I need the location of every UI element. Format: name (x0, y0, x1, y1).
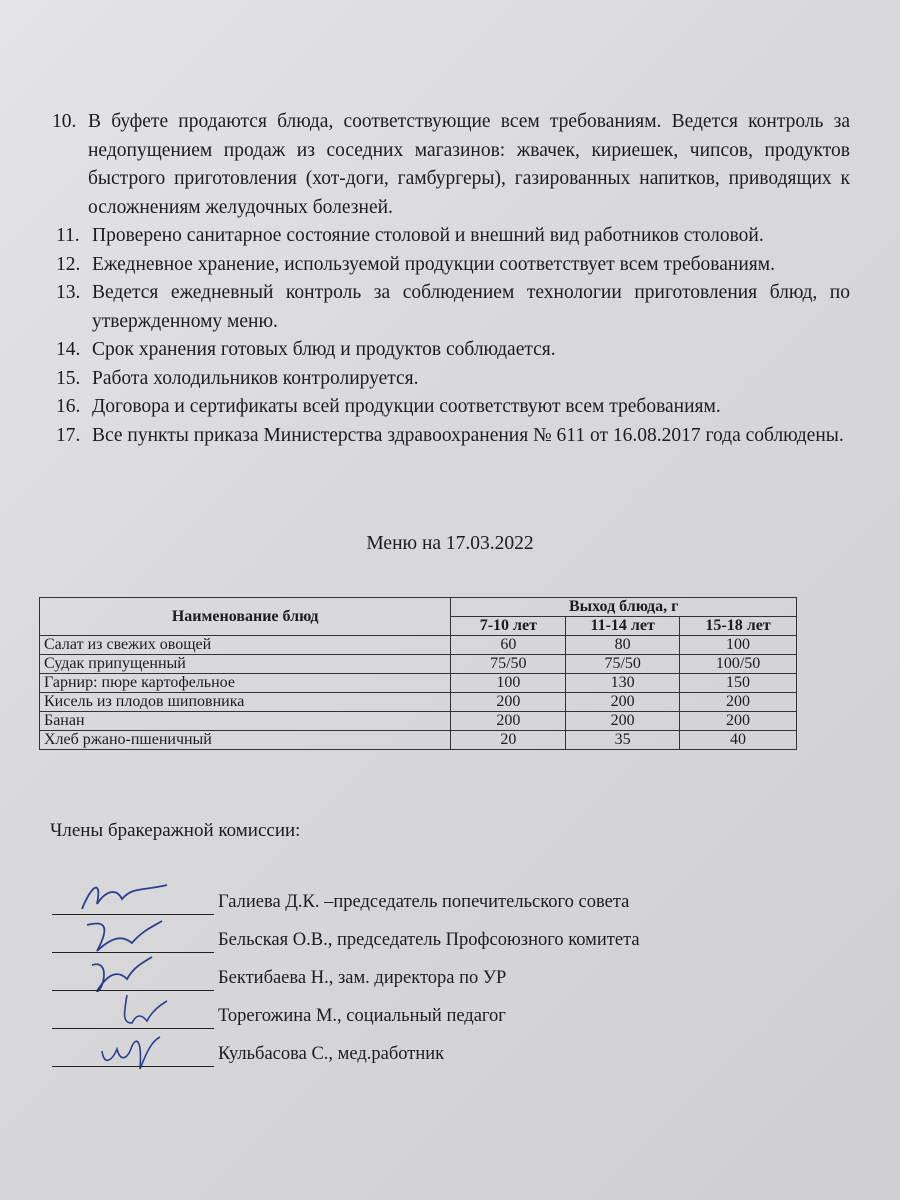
list-item (56, 422, 850, 451)
signature-icon (72, 917, 182, 957)
dish-name: Банан (40, 712, 451, 731)
item-number: 13. (56, 282, 81, 303)
item-number: 12. (56, 253, 81, 275)
signature-icon (72, 1031, 182, 1071)
header-age: 7-10 лет (451, 617, 566, 636)
item-number: 10. (52, 111, 77, 132)
commission-title: Члены бракеражной комиссии: (50, 820, 301, 841)
table-row (40, 674, 797, 693)
list-item (56, 393, 850, 422)
header-dish-name: Наименование блюд (40, 598, 451, 636)
header-output: Выход блюда, г (451, 598, 797, 617)
list-item (56, 365, 850, 394)
item-text: Договора и сертификаты всей продукции соответствуют всем требованиям. (92, 396, 721, 417)
member-name: Галиева Д.К. –председатель попечительского совета (218, 892, 630, 912)
dish-value: 200 (566, 693, 680, 712)
dish-value: 75/50 (451, 655, 566, 674)
item-text: В буфете продаются блюда, соответствующие всем требованиям. Ведется контроль за недопущением продаж из соседних магазинов: жвачек, кириешек, чипсов, продуктов быстрого приготовления (хот-доги, гамбургеры), газированных напитков, приводящих к осложнениям желудочных болезней. (88, 111, 850, 218)
item-text: Проверено санитарное состояние столовой и внешний вид работников столовой. (92, 225, 764, 246)
dish-value: 100 (451, 674, 566, 693)
signature-icon (72, 879, 182, 919)
member-name: Бельская О.В., председатель Профсоюзного комитета (218, 930, 640, 950)
list-item (56, 222, 850, 251)
member-name: Торегожина М., социальный педагог (218, 1006, 506, 1026)
dish-value: 150 (680, 674, 797, 693)
signature-row (52, 961, 772, 991)
dish-name: Кисель из плодов шиповника (40, 693, 451, 712)
header-age: 15-18 лет (680, 617, 797, 636)
item-text: Срок хранения готовых блюд и продуктов соблюдается. (92, 339, 556, 360)
dish-name: Судак припущенный (40, 655, 451, 674)
table-row (40, 712, 797, 731)
item-number: 14. (56, 339, 81, 360)
dish-value: 75/50 (566, 655, 680, 674)
signature-line (52, 990, 214, 991)
table-row (40, 655, 797, 674)
dish-value: 200 (566, 712, 680, 731)
member-name: Кульбасова С., мед.работник (218, 1044, 445, 1064)
list-item (52, 108, 850, 222)
dish-value: 200 (451, 712, 566, 731)
table-header-row (40, 598, 797, 617)
dish-value: 35 (566, 731, 680, 750)
dish-value: 200 (451, 693, 566, 712)
dish-value: 80 (566, 636, 680, 655)
dish-name: Гарнир: пюре картофельное (40, 674, 451, 693)
dish-value: 40 (680, 731, 797, 750)
item-number: 15. (56, 367, 81, 389)
dish-value: 200 (680, 693, 797, 712)
checklist (52, 108, 850, 450)
item-number: 17. (56, 424, 81, 446)
item-number: 16. (56, 396, 81, 417)
signature-line (52, 1066, 214, 1067)
table-row (40, 693, 797, 712)
dish-value: 60 (451, 636, 566, 655)
signature-line (52, 1028, 214, 1029)
item-text: Ведется ежедневный контроль за соблюдением технологии приготовления блюд, по утвержденному меню. (92, 282, 850, 332)
menu-title: Меню на 17.03.2022 (366, 533, 534, 554)
table-row (40, 731, 797, 750)
item-number: 11. (56, 225, 80, 246)
item-text: Работа холодильников контролируется. (92, 367, 419, 389)
member-name: Бектибаева Н., зам. директора по УР (218, 968, 507, 988)
item-text: Все пункты приказа Министерства здравоохранения № 611 от 16.08.2017 года соблюдены. (92, 424, 844, 446)
dish-value: 130 (566, 674, 680, 693)
item-text: Ежедневное хранение, используемой продукции соответствует всем требованиям. (92, 253, 775, 275)
signature-row (52, 1037, 772, 1067)
dish-value: 100 (680, 636, 797, 655)
signature-line (52, 914, 214, 915)
menu-table (39, 597, 797, 750)
list-item (56, 336, 850, 365)
dish-name: Хлеб ржано-пшеничный (40, 731, 451, 750)
signature-line (52, 952, 214, 953)
signature-row (52, 999, 772, 1029)
header-age: 11-14 лет (566, 617, 680, 636)
dish-value: 200 (680, 712, 797, 731)
signature-row (52, 885, 772, 915)
dish-value: 100/50 (680, 655, 797, 674)
signature-icon (72, 955, 182, 995)
table-row (40, 636, 797, 655)
signature-row (52, 923, 772, 953)
dish-name: Салат из свежих овощей (40, 636, 451, 655)
list-item (56, 251, 850, 280)
list-item (56, 279, 850, 336)
signature-icon (72, 993, 182, 1033)
dish-value: 20 (451, 731, 566, 750)
